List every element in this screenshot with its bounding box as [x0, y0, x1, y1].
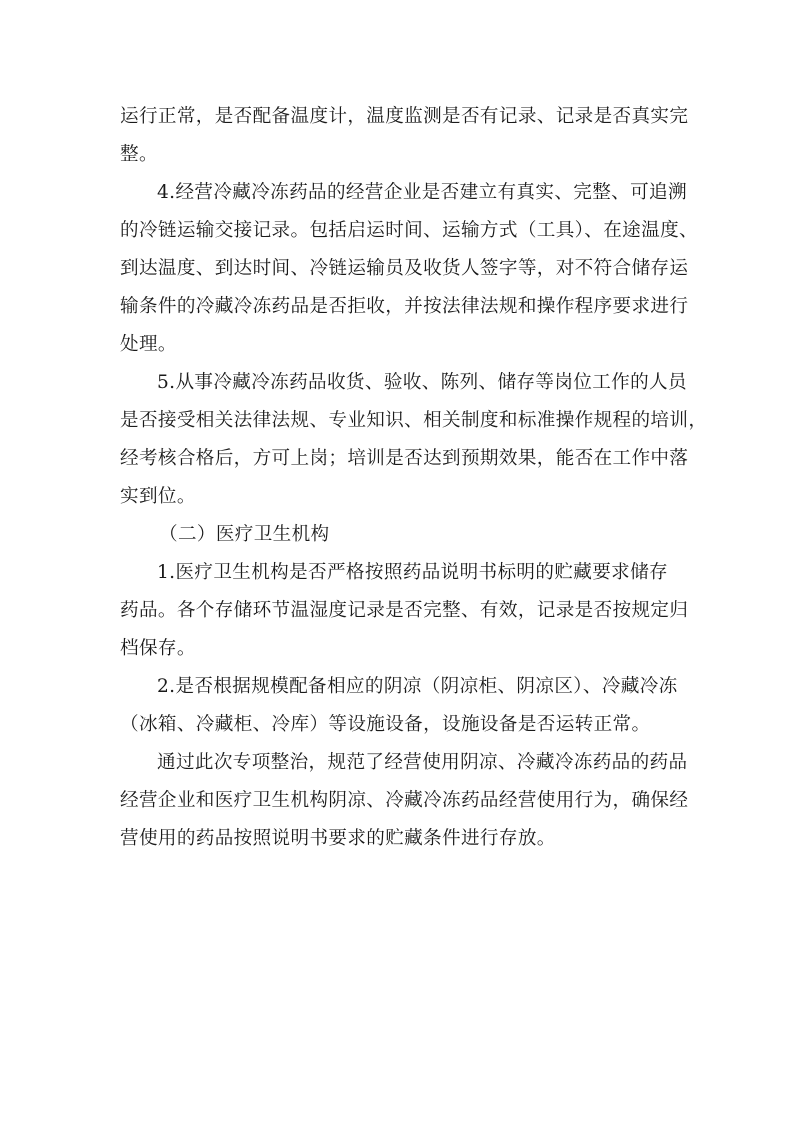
text-line: 经营企业和医疗卫生机构阴凉、冷藏冷冻药品经营使用行为，确保经 [120, 790, 689, 811]
text-line: 实到位。 [120, 486, 196, 507]
text-line: 经考核合格后，方可上岗；培训是否达到预期效果，能否在工作中落 [120, 448, 689, 469]
text-line: 是否接受相关法律法规、专业知识、相关制度和标准操作规程的培训， [120, 410, 708, 431]
section-heading: （二）医疗卫生机构 [159, 524, 330, 545]
text-line: 的冷链运输交接记录。包括启运时间、运输方式（工具）、在途温度、 [120, 220, 698, 241]
paragraph-start-line: 2.是否根据规模配备相应的阴凉（阴凉柜、阴凉区）、冷藏冷冻 [157, 676, 678, 697]
text-line: 营使用的药品按照说明书要求的贮藏条件进行存放。 [120, 828, 556, 849]
text-line: 到达温度、到达时间、冷链运输员及收货人签字等，对不符合储存运 [120, 258, 689, 279]
text-line: 整。 [120, 144, 158, 165]
document-body [120, 98, 708, 858]
text-line: 药品。各个存储环节温湿度记录是否完整、有效，记录是否按规定归 [120, 600, 689, 621]
text-line: （冰箱、冷藏柜、冷库）等设施设备，设施设备是否运转正常。 [120, 714, 651, 735]
paragraph-start-line: 4.经营冷藏冷冻药品的经营企业是否建立有真实、完整、可追溯 [157, 182, 687, 203]
paragraph-start-line: 1.医疗卫生机构是否严格按照药品说明书标明的贮藏要求储存 [157, 562, 668, 583]
text-line: 处理。 [120, 334, 177, 355]
text-line: 输条件的冷藏冷冻药品是否拒收，并按法律法规和操作程序要求进行 [120, 296, 689, 317]
paragraph-start-line: 5.从事冷藏冷冻药品收货、验收、陈列、储存等岗位工作的人员 [157, 372, 687, 393]
text-line: 运行正常，是否配备温度计，温度监测是否有记录、记录是否真实完 [120, 106, 689, 127]
text-line: 档保存。 [120, 638, 196, 659]
paragraph-start-line: 通过此次专项整治，规范了经营使用阴凉、冷藏冷冻药品的药品 [157, 752, 688, 773]
